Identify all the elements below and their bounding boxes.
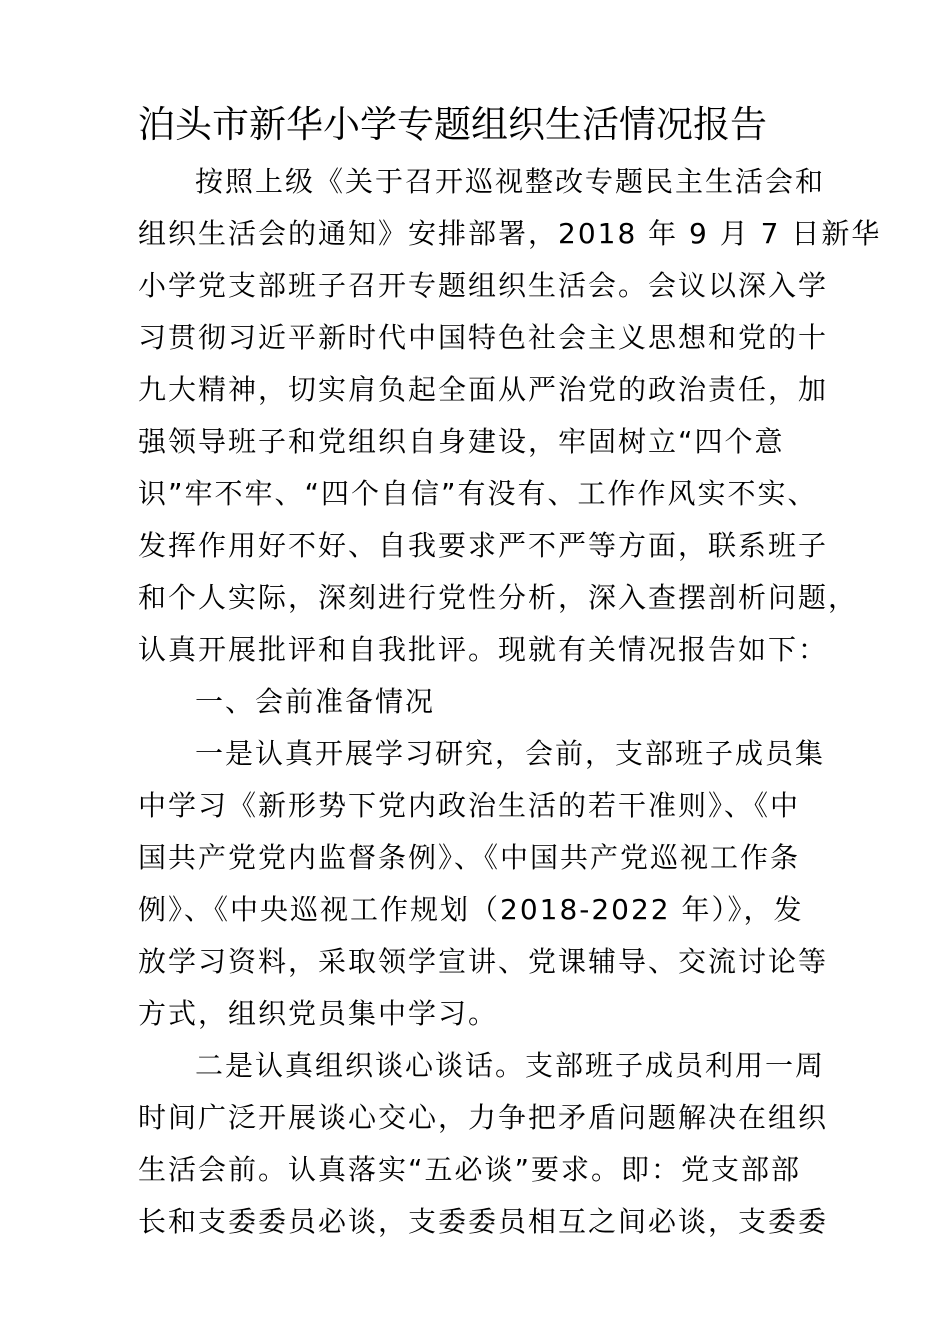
paragraph-line: 强领导班子和党组织自身建设，牢固树立“四个意 [138,425,785,458]
paragraph-line: 认真开展批评和自我批评。现就有关情况报告如下： [138,633,829,666]
paragraph-line: 和个人实际，深刻进行党性分析，深入查摆剖析问题， [138,581,859,614]
paragraph-line: 习贯彻习近平新时代中国特色社会主义思想和党的十 [138,321,829,354]
paragraph-line: 二是认真组织谈心谈话。支部班子成员利用一周 [195,1049,826,1082]
paragraph-line: 生活会前。认真落实“五必谈”要求。即：党支部部 [138,1153,802,1186]
paragraph-line: 一是认真开展学习研究，会前，支部班子成员集 [195,737,826,770]
section-heading: 一、会前准备情况 [195,685,436,718]
paragraph-line: 例》、《中央巡视工作规划（2018-2022 年）》，发 [138,893,804,926]
paragraph-line: 按照上级《关于召开巡视整改专题民主生活会和 [195,165,826,198]
paragraph-line: 放学习资料，采取领学宣讲、党课辅导、交流讨论等 [138,945,829,978]
paragraph-line: 长和支委委员必谈，支委委员相互之间必谈，支委委 [138,1205,829,1238]
paragraph-line: 识”牢不牢、“四个自信”有没有、工作作风实不实、 [138,477,818,510]
paragraph-line: 中学习《新形势下党内政治生活的若干准则》、《中 [138,789,801,822]
paragraph-line: 方式，组织党员集中学习。 [138,997,499,1030]
paragraph-line: 国共产党党内监督条例》、《中国共产党巡视工作条 [138,841,801,874]
paragraph-line: 九大精神，切实肩负起全面从严治党的政治责任，加 [138,373,829,406]
paragraph-line: 小学党支部班子召开专题组织生活会。会议以深入学 [138,269,829,302]
document-title: 泊头市新华小学专题组织生活情况报告 [138,103,767,146]
paragraph-line: 时间广泛开展谈心交心，力争把矛盾问题解决在组织 [138,1101,829,1134]
paragraph-line: 发挥作用好不好、自我要求严不严等方面，联系班子 [138,529,829,562]
paragraph-line: 组织生活会的通知》安排部署，2018 年 9 月 7 日新华 [138,217,882,250]
